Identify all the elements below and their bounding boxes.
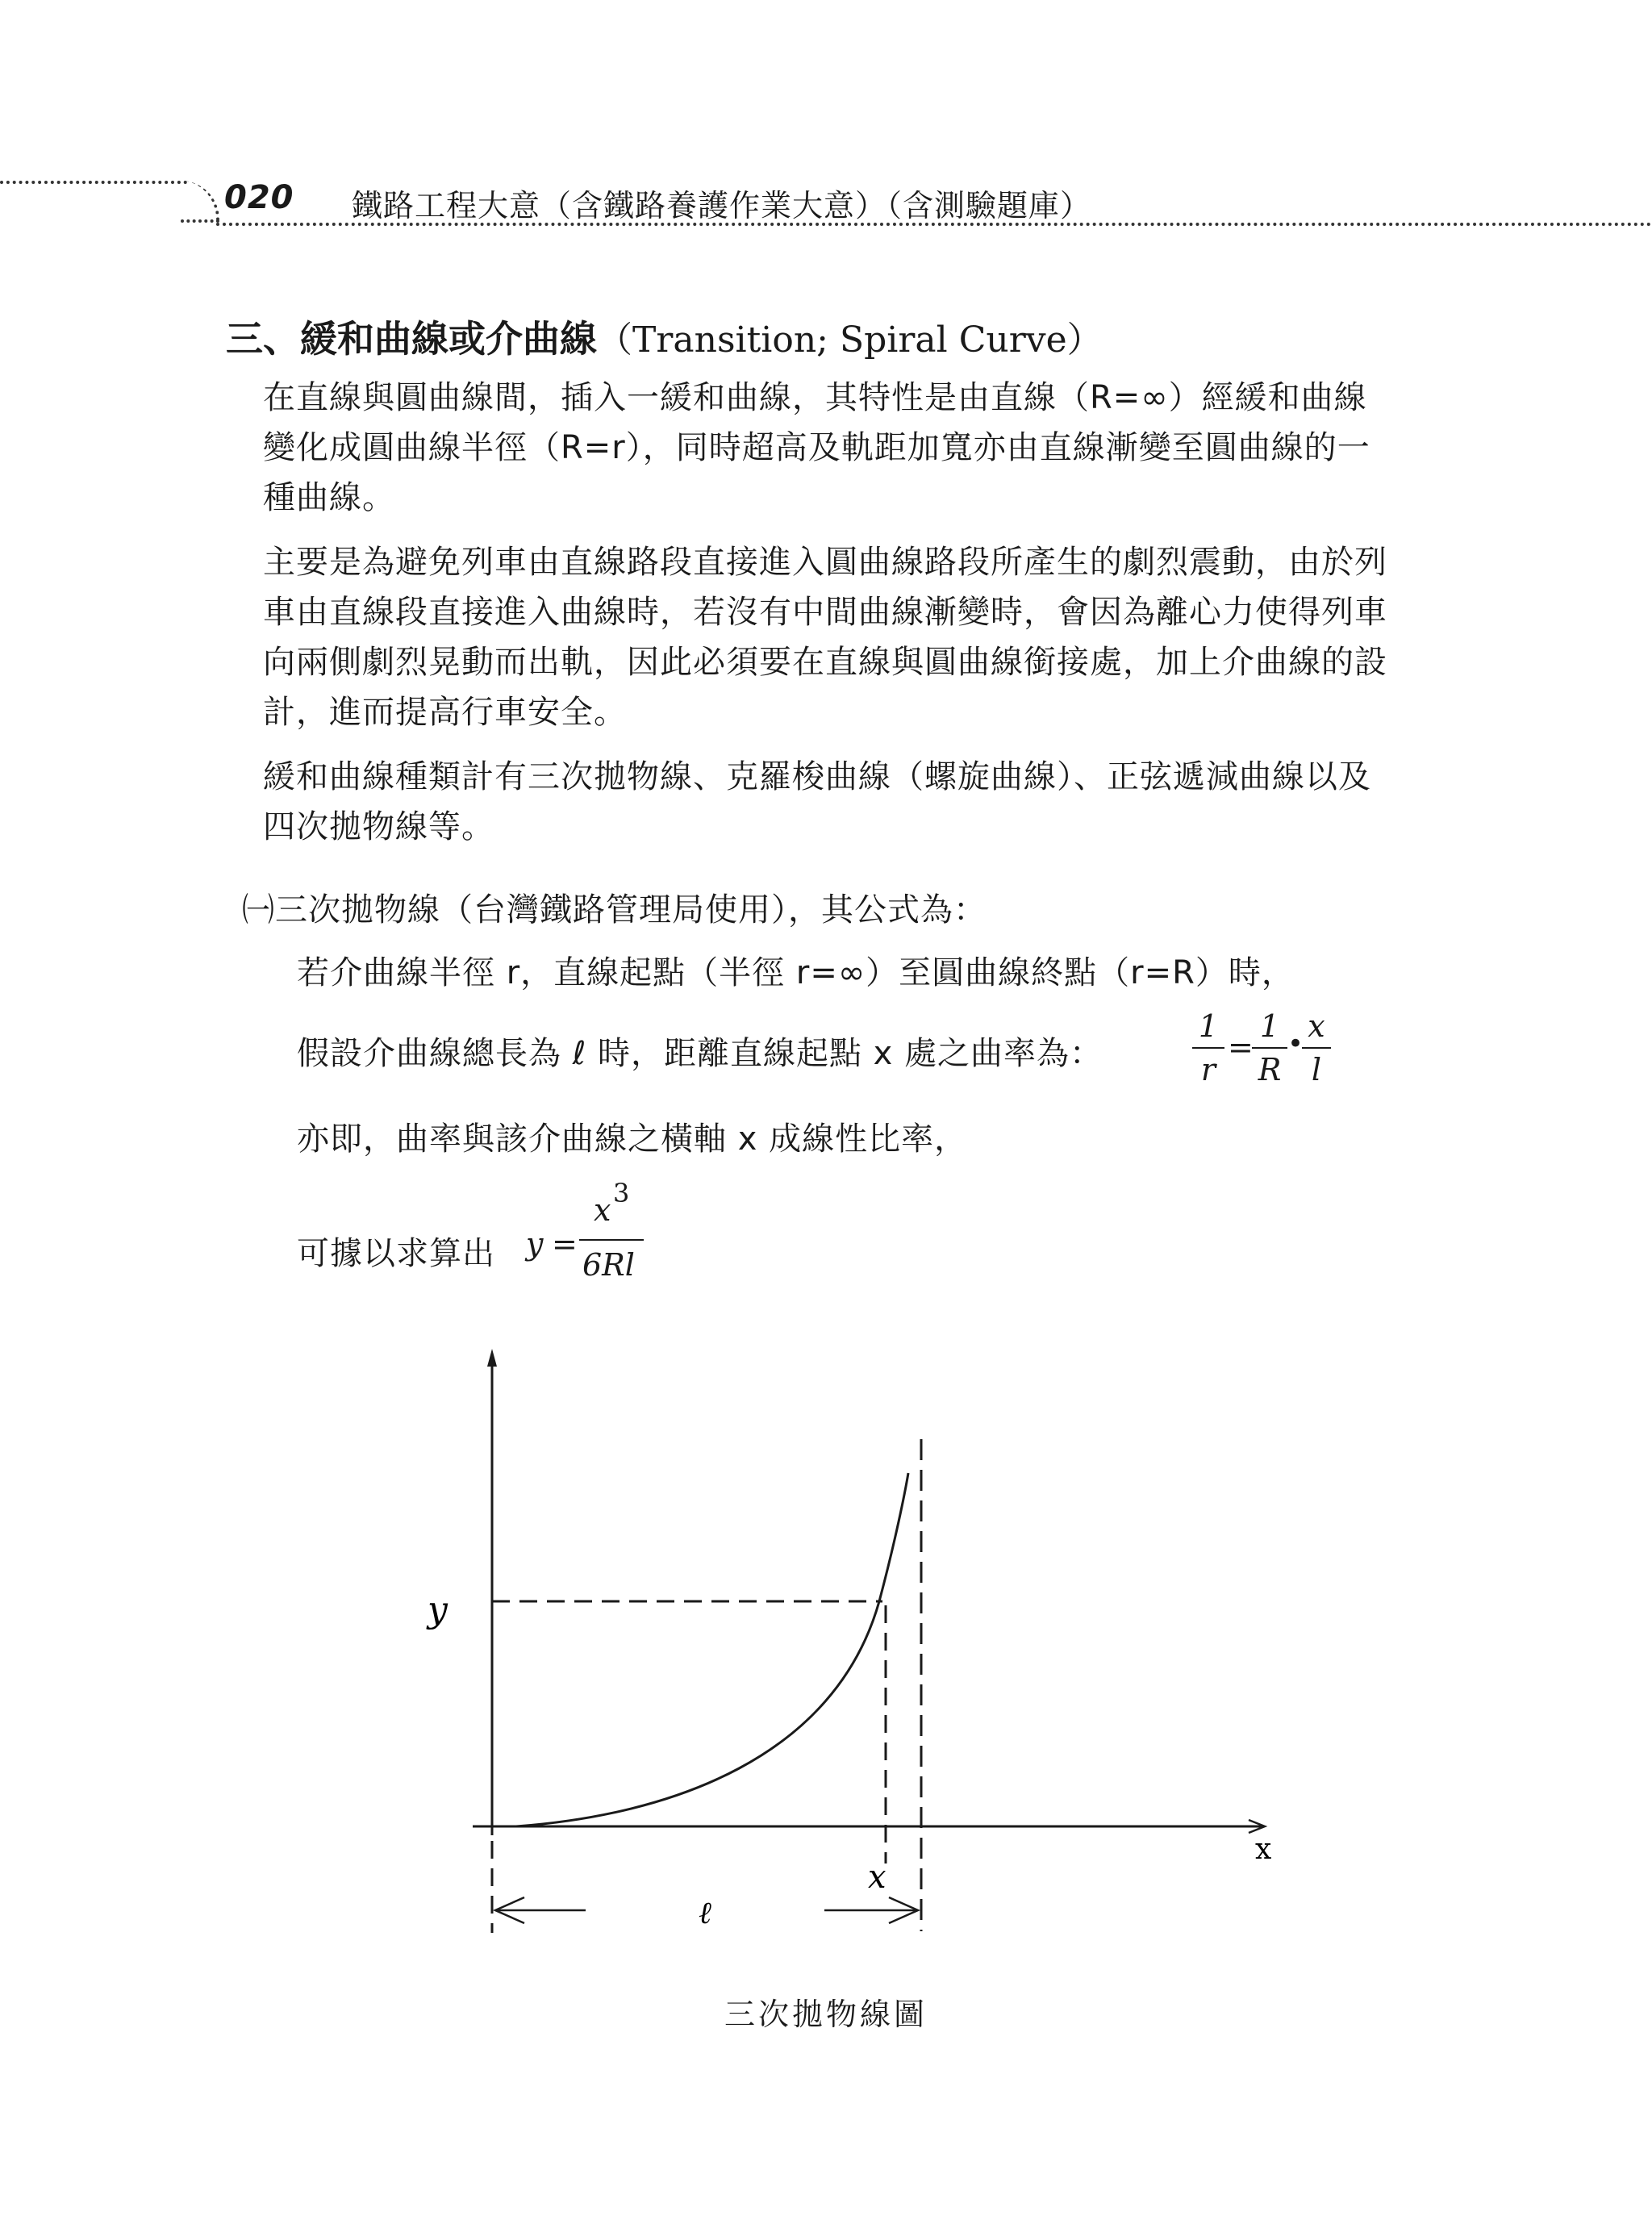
formula1-equals: = (1228, 1029, 1254, 1065)
paragraph-2: 主要是為避免列車由直線路段直接進入圓曲線路段所產生的劇烈震動，由於列車由直線段直接進入曲線時，若沒有中間曲線漸變時，會因為離心力使得列車向兩側劇烈晃動而出軌，因此必須要在直線與圓曲線銜接處，加上介曲線的設計，進而提高行車安全。 (263, 544, 1387, 731)
page-number: 020 (224, 179, 294, 216)
book-title: 鐵路工程大意（含鐵路養護作業大意）（含測驗題庫） (352, 188, 1092, 223)
figure-length-label: ℓ (699, 1895, 711, 1930)
subsection-line-1: 若介曲線半徑 r，直線起點（半徑 r=∞）至圓曲線終點（r=R）時， (297, 954, 1295, 991)
formula1-dot: • (1287, 1028, 1304, 1060)
formula2-lhs: y (526, 1226, 544, 1262)
cubic-curve (516, 1473, 908, 1826)
figure-x-axis-label: x (1255, 1833, 1272, 1866)
formula1-a-denominator: R (1258, 1052, 1282, 1087)
section-title-zh: 三、緩和曲線或介曲線 (226, 317, 597, 361)
formula1-a-numerator: 1 (1259, 1008, 1280, 1044)
formula2-equals: = (552, 1226, 578, 1262)
section-title-en: （Transition; Spiral Curve） (597, 319, 1103, 361)
figure-caption: 三次拋物線圖 (724, 1997, 928, 2032)
paragraph-3: 緩和曲線種類計有三次拋物線、克羅梭曲線（螺旋曲線）、正弦遞減曲線以及四次拋物線等。 (263, 758, 1371, 845)
y-axis-arrow (487, 1349, 497, 1367)
figure-x-point-label: x (868, 1859, 886, 1896)
formula2-numerator-base: x (594, 1192, 611, 1228)
subsection-heading: ㈠三次拋物線（台灣鐵路管理局使用），其公式為： (242, 891, 987, 929)
subsection-line-4: 可據以求算出 (297, 1235, 495, 1272)
paragraph-1: 在直線與圓曲線間，插入一緩和曲線，其特性是由直線（R=∞）經緩和曲線變化成圓曲線半徑（R=r），同時超高及軌距加寬亦由直線漸變至圓曲線的一種曲線。 (263, 379, 1370, 516)
subsection-line-3: 亦即，曲率與該介曲線之橫軸 x 成線性比率， (297, 1121, 968, 1158)
formula1-lhs-numerator: 1 (1198, 1008, 1219, 1044)
subsection-line-2: 假設介曲線總長為 ℓ 時，距離直線起點 x 處之曲率為： (297, 1035, 1103, 1072)
formula1-lhs-denominator: r (1200, 1052, 1216, 1087)
formula1-b-numerator: x (1308, 1008, 1325, 1044)
figure-y-label: y (428, 1589, 448, 1630)
formula1-b-denominator: l (1311, 1052, 1322, 1087)
formula2-denominator: 6Rl (582, 1247, 635, 1283)
formula2-numerator-exponent: 3 (613, 1178, 630, 1208)
